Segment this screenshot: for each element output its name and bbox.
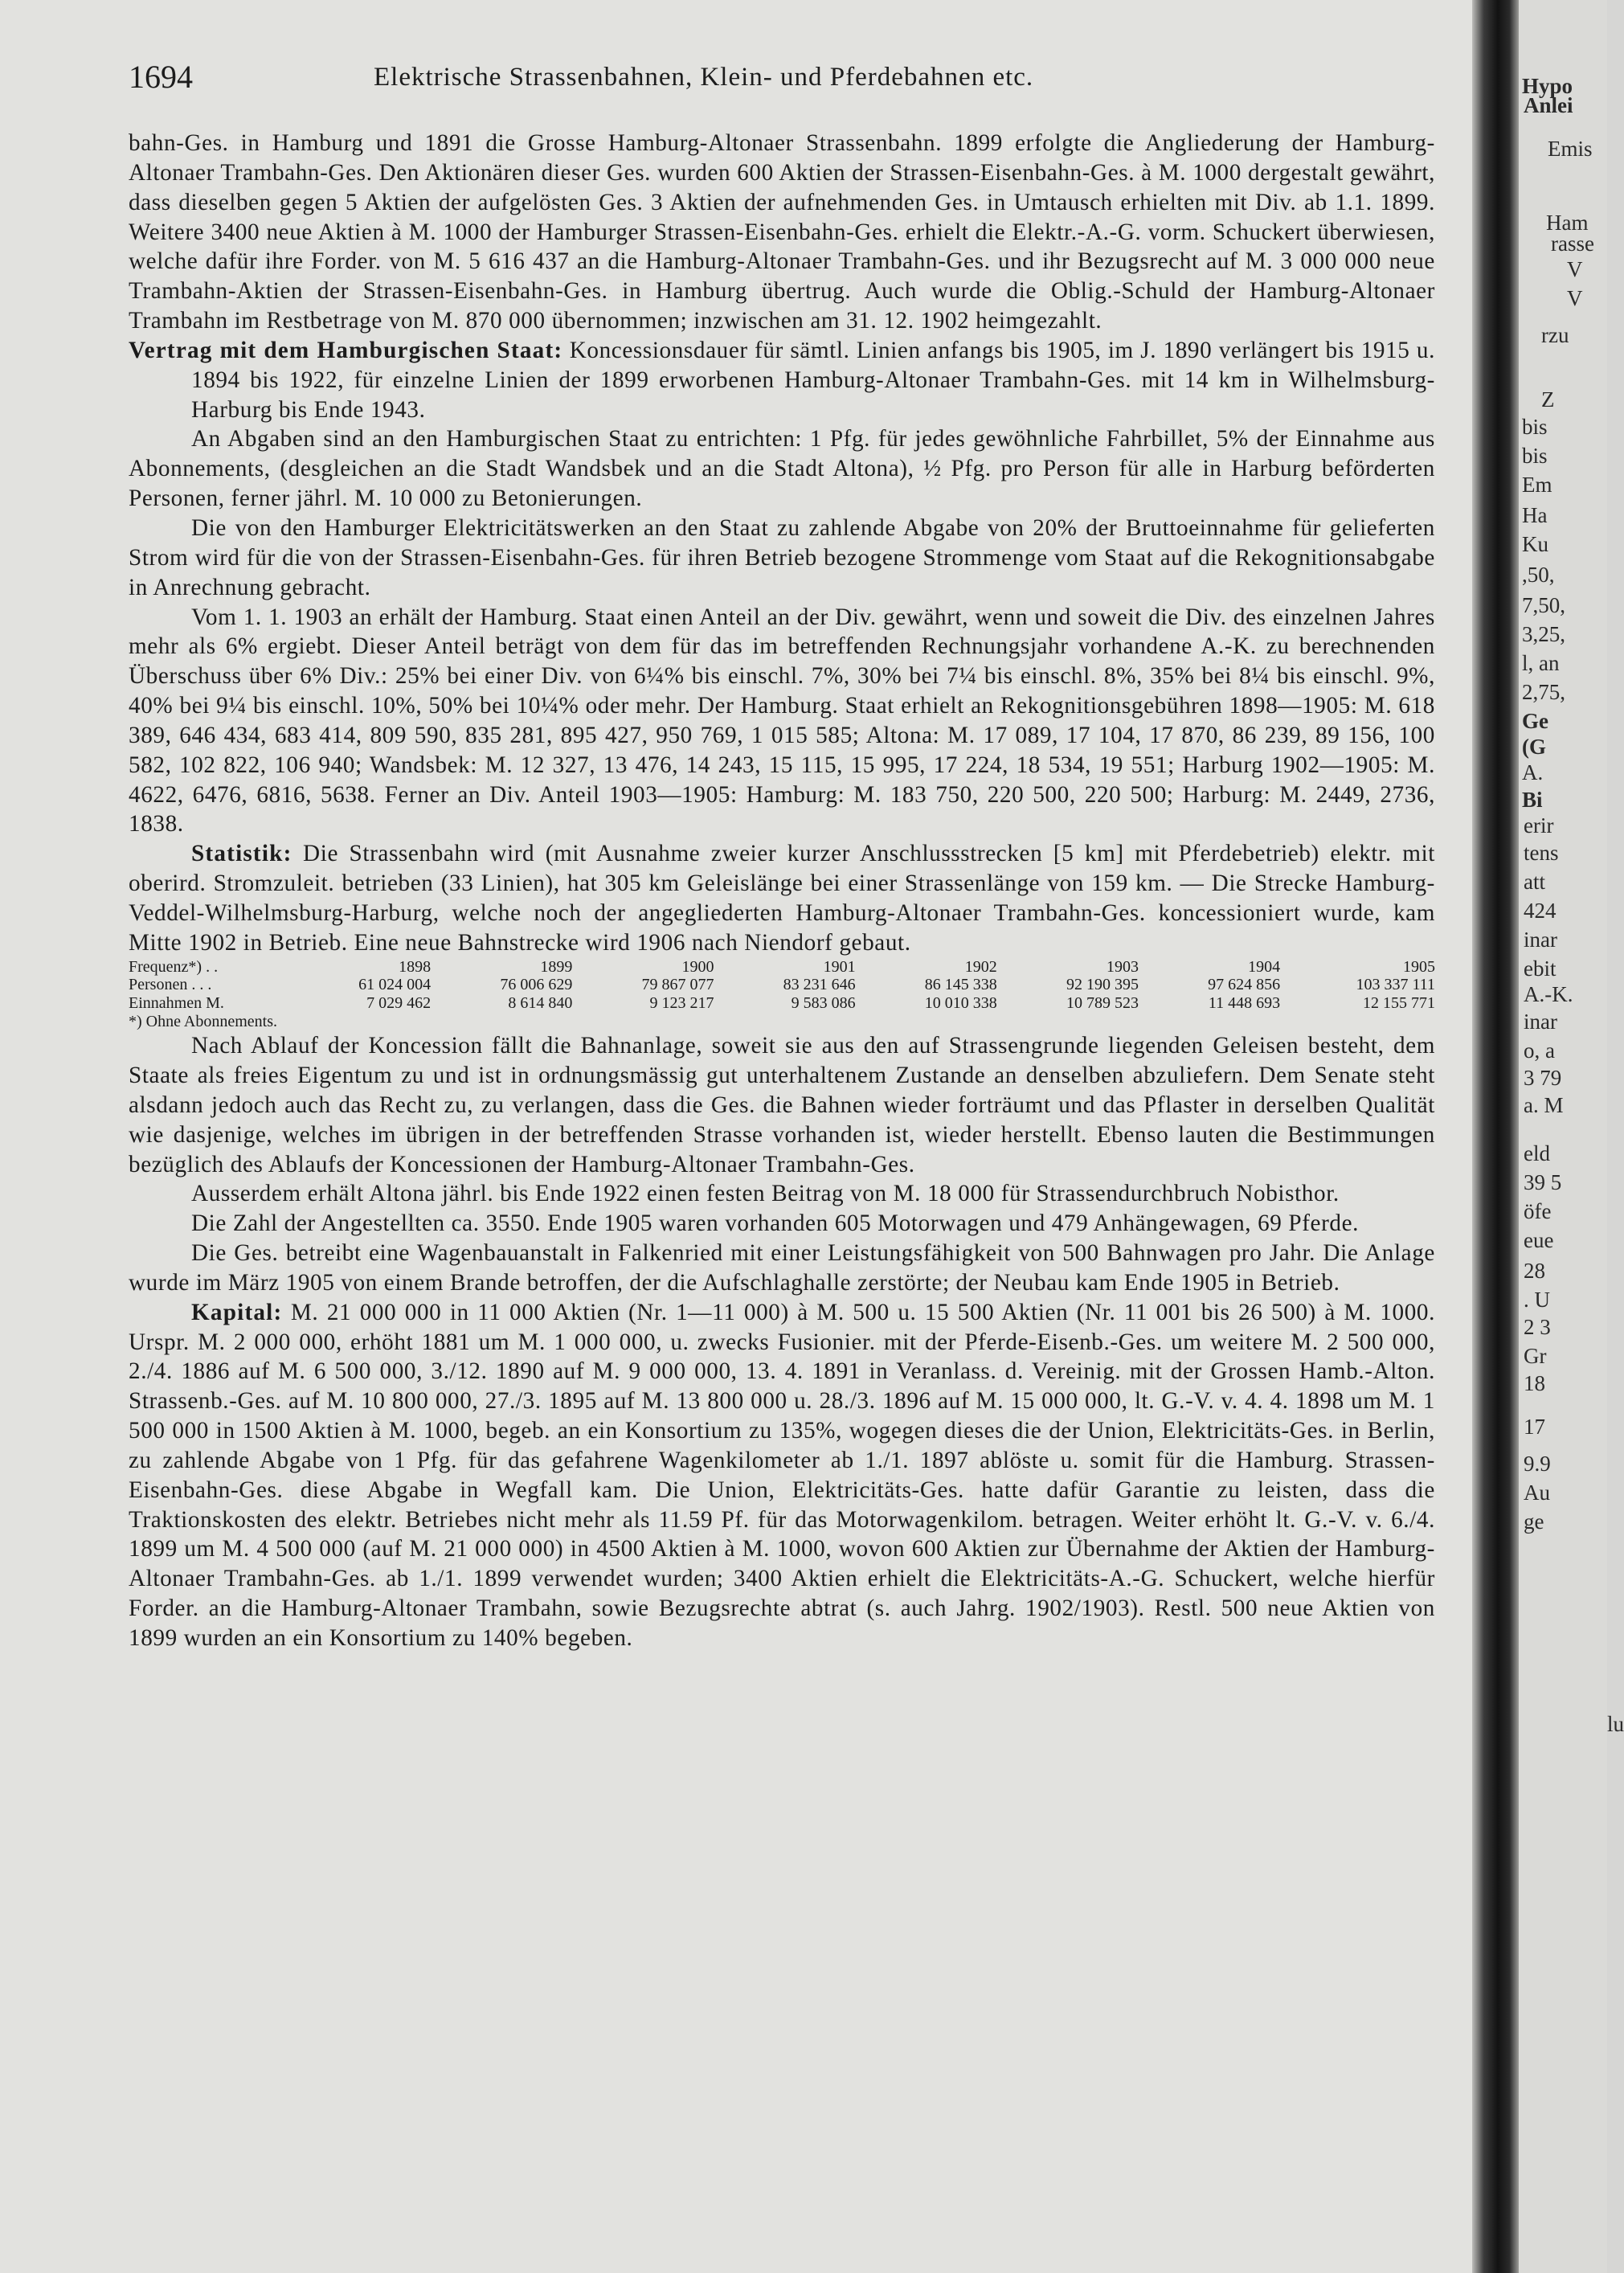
adjacent-page-fragment: a. M — [1524, 1093, 1564, 1117]
adjacent-page-fragment: 2,75, — [1522, 680, 1565, 704]
table-cell: 61 024 004 — [358, 976, 432, 994]
adjacent-page-fragment: öfe — [1524, 1199, 1552, 1223]
paragraph-text: Die Strassenbahn wird (mit Ausnahme zweier kurzer Anschlussstrecken [5 km] mit Pferdebetrieb) elektr. mit oberird. Stromzuleit. betrieben (33 Linien), hat 305 km Geleislänge bei einer Strassenlänge von 159 km. — Die Strecke Hamburg-Veddel-Wilhelmsburg-Harburg, welche noch der angegliederten Hamburg-Altonaer Trambahn-Ges. koncessioniert wurde, kam Mitte 1902 in Betrieb. Eine neue Bahnstrecke wird 1906 nach Niendorf gebaut. — [129, 841, 1435, 956]
adjacent-page-fragment: att — [1524, 870, 1545, 894]
paragraph-kapital — [129, 1298, 1435, 1653]
adjacent-page-fragment: ebit — [1524, 956, 1557, 981]
adjacent-page-fragment: 39 5 — [1524, 1170, 1562, 1194]
adjacent-page-fragment: 3,25, — [1522, 622, 1565, 646]
adjacent-page-fragment: Ham — [1546, 211, 1589, 235]
table-cell: 79 867 077 — [641, 976, 714, 994]
table-cell: 8 614 840 — [508, 993, 573, 1012]
table-cell: 76 006 629 — [500, 976, 573, 994]
table-cell: 92 190 395 — [1066, 976, 1139, 994]
adjacent-page-fragment: bis — [1522, 415, 1548, 439]
adjacent-page-fragment: inar — [1524, 928, 1557, 952]
paragraph-text: Die von den Hamburger Elektricitätswerken an den Staat zu zahlende Abgabe von 20% der Bruttoeinnahme für gelieferten Strom wird für die von der Strassen-Eisenbahn-Ges. für ihren Betrieb bezogene Strommenge vom Staat auf die Rekognitionsabgabe in Anrechnung gebracht. — [129, 514, 1435, 600]
adjacent-page-fragment: 17 — [1524, 1415, 1545, 1439]
row-label: Personen . . . — [129, 976, 212, 994]
adjacent-page-fragment: Ku — [1522, 532, 1548, 556]
paragraph-text: Nach Ablauf der Koncession fällt die Bahnanlage, soweit sie aus den auf Strassengrunde liegenden Geleisen besteht, dem Staate als freies Eigentum zu und ist in ordnungsmässig gut unterhaltenem Zustande an denselben abzuliefern. Dem Senate steht alsdann jedoch auch das Recht zu, zu verlangen, dass die Ges. die Bahnen wieder forträumt und das Pflaster in derselben Qualität wie dasjenige, welches im übrigen in der betreffenden Strasse vorhanden ist, wieder herstellt. Ebenso lauten die Bestimmungen bezüglich des Ablaufs der Koncessionen der Hamburg-Altonaer Trambahn-Ges. — [129, 1033, 1435, 1177]
paragraph-vertrag — [129, 336, 1435, 425]
adjacent-page-fragment: 2 3 — [1524, 1315, 1551, 1339]
adjacent-page-fragment: Au — [1524, 1481, 1550, 1505]
table-cell: 1899 — [540, 957, 573, 976]
paragraph — [129, 1239, 1435, 1298]
adjacent-page-fragment: V — [1567, 286, 1583, 310]
adjacent-page-fragment: eue — [1524, 1228, 1554, 1252]
adjacent-page-fragment: 424 — [1524, 899, 1557, 923]
adjacent-page-fragment: Ge — [1522, 709, 1548, 733]
table-cell: 12 155 771 — [1363, 993, 1435, 1012]
page-header — [129, 58, 1430, 98]
paragraph — [129, 129, 1435, 336]
row-label: Einnahmen M. — [129, 993, 224, 1012]
table-header-row — [129, 958, 1435, 977]
paragraph-statistik — [129, 839, 1435, 957]
table-footnote: *) Ohne Abonnements. — [129, 1013, 277, 1031]
paragraph — [129, 1031, 1435, 1179]
adjacent-page-fragment: bis — [1522, 444, 1548, 468]
paragraph — [129, 603, 1435, 840]
adjacent-page-fragment: l, an — [1522, 651, 1560, 675]
table-cell: 10 789 523 — [1066, 993, 1139, 1012]
table-cell: 10 010 338 — [924, 993, 997, 1012]
adjacent-page-fragment: ,50, — [1522, 563, 1555, 587]
paragraph-text: Die Zahl der Angestellten ca. 3550. Ende 1905 waren vorhanden 605 Motorwagen und 479 Anhängewagen, 69 Pferde. — [191, 1210, 1360, 1237]
page-number: 1694 — [129, 59, 193, 95]
paragraph — [129, 424, 1435, 514]
table-cell: 7 029 462 — [366, 993, 432, 1012]
section-keyword: Kapital: — [191, 1299, 283, 1325]
adjacent-page-fragment: (G — [1522, 735, 1546, 759]
paragraph-text: Die Ges. betreibt eine Wagenbauanstalt in Falkenried mit einer Leistungsfähigkeit von 500 Bahnwagen pro Jahr. Die Anlage wurde im März 1905 von einem Brande betroffen, der die Aufschlaghalle zerstörte; der Neubau kam Ende 1905 in Betrieb. — [129, 1240, 1435, 1296]
table-cell: 1904 — [1248, 957, 1281, 976]
table-cell: 9 583 086 — [791, 993, 856, 1012]
adjacent-page-fragment: 7,50, — [1522, 593, 1565, 617]
paragraph — [129, 1209, 1435, 1239]
table-cell: 1903 — [1106, 957, 1139, 976]
adjacent-page-fragment: rzu — [1541, 323, 1569, 347]
adjacent-page-fragment: o, a — [1524, 1038, 1555, 1063]
adjacent-page-fragment: inar — [1524, 1010, 1557, 1034]
adjacent-page-fragment: Bi — [1522, 788, 1543, 812]
adjacent-page-fragment: 28 — [1524, 1259, 1545, 1283]
table-cell: 1905 — [1403, 957, 1435, 976]
table-row — [129, 994, 1435, 1013]
adjacent-page-fragment: ge — [1524, 1509, 1544, 1534]
adjacent-page-fragment: Ha — [1522, 503, 1548, 527]
table-cell: 83 231 646 — [783, 976, 856, 994]
adjacent-page-fragment: Z — [1541, 387, 1555, 412]
adjacent-page-fragment: 9.9 — [1524, 1452, 1551, 1476]
main-text — [129, 129, 1435, 1653]
adjacent-page-fragment: A.-K. — [1524, 982, 1573, 1006]
table-cell: 11 448 693 — [1208, 993, 1281, 1012]
section-keyword: Statistik: — [191, 841, 292, 867]
adjacent-page-fragment: . U — [1524, 1288, 1550, 1312]
book-gutter — [1472, 0, 1519, 2273]
adjacent-page-fragment: eld — [1524, 1141, 1550, 1165]
adjacent-page-fragment: Em — [1522, 473, 1552, 497]
adjacent-page-fragment: 18 — [1524, 1371, 1545, 1395]
adjacent-page-fragment: tens — [1524, 841, 1559, 865]
table-row — [129, 976, 1435, 994]
paragraph-text: Koncessionsdauer für sämtl. Linien anfangs bis 1905, im J. 1890 verlängert bis 1915 u. 1894 bis 1922, für einzelne Linien der 1899 erworbenen Hamburg-Altonaer Trambahn-Ges. mit 14 km in Wilhelmsburg-Harburg bis Ende 1943. — [191, 337, 1435, 423]
adjacent-page-fragment: Gr — [1524, 1344, 1547, 1368]
adjacent-page-fragment: Anlei — [1524, 93, 1573, 117]
paragraph-text: bahn-Ges. in Hamburg und 1891 die Grosse Hamburg-Altonaer Strassenbahn. 1899 erfolgte die Angliederung der Hamburg-Altonaer Trambahn-Ges. Den Aktionären dieser Ges. wurden 600 Aktien der Strassen-Eisenbahn-Ges. à M. 1000 dergestalt gewährt, dass dieselben gegen 5 Aktien der aufgelösten Ges. 3 Aktien der aufnehmenden Ges. in Umtausch erhielten mit Div. ab 1.1. 1899. Weitere 3400 neue Aktien à M. 1000 der Hamburger Strassen-Eisenbahn-Ges. erhielt die Elektr.-A.-G. vorm. Schuckert überwiesen, welche dafür ihre Forder. von M. 5 616 437 an die Hamburg-Altonaer Trambahn-Ges. und ihr Bezugsrecht auf M. 3 000 000 neue Trambahn-Aktien der Strassen-Eisenbahn-Ges. in Hamburg übertrug. Auch wurde die Oblig.-Schuld der Hamburg-Altonaer Trambahn im Restbetrage von M. 870 000 übernommen; inzwischen am 31. 12. 1902 heimgezahlt. — [129, 130, 1435, 334]
table-cell: 1901 — [823, 957, 856, 976]
paragraph-text: Ausserdem erhält Altona jährl. bis Ende 1922 einen festen Beitrag von M. 18 000 für Strassendurchbruch Nobisthor. — [191, 1181, 1340, 1207]
paragraph — [129, 1179, 1435, 1209]
table-cell: 86 145 338 — [924, 976, 997, 994]
row-label: Frequenz*) . . — [129, 957, 219, 976]
adjacent-page-fragment: Emis — [1548, 137, 1593, 161]
adjacent-page-fragment: rasse — [1551, 231, 1594, 256]
adjacent-page-fragment: Hypo — [1522, 74, 1573, 98]
paragraph-text: Vom 1. 1. 1903 an erhält der Hamburg. Staat einen Anteil an der Div. gewährt, wenn und soweit die Div. des einzelnen Jahres mehr als 6% ergiebt. Dieser Anteil beträgt von dem für das im betreffenden Rechnungsjahr vorhandene A.-K. zu berechnenden Überschuss über 6% Div.: 25% bei einer Div. von 6¼% bis einschl. 7%, 30% bei 7¼ bis einschl. 8%, 35% bei 8¼ bis einschl. 9%, 40% bei 9¼ bis einschl. 10%, 50% bei 10¼% oder mehr. Der Hamburg. Staat erhielt an Rekognitionsgebühren 1898—1905: M. 618 389, 646 434, 683 414, 809 590, 835 281, 895 427, 950 769, 1 015 585; Altona: M. 17 089, 17 104, 17 870, 86 239, 89 156, 100 582, 102 822, 106 940; Wandsbek: M. 12 327, 13 476, 14 243, 15 115, 15 995, 17 224, 18 534, 19 551; Harburg 1902—1905: M. 4622, 6476, 6816, 5638. Ferner an Div. Anteil 1903—1905: Hamburg: M. 183 750, 220 500, 220 500; Harburg: M. 2449, 2736, 1838. — [129, 604, 1435, 838]
frequency-table — [129, 958, 1435, 1013]
adjacent-page-fragment: 3 79 — [1524, 1066, 1562, 1090]
section-keyword: Vertrag mit dem Hamburgischen Staat: — [129, 337, 563, 363]
running-head: Elektrische Strassenbahnen, Klein- und Pferdebahnen etc. — [374, 63, 1034, 92]
table-cell: 9 123 217 — [649, 993, 714, 1012]
adjacent-page-fragment: V — [1567, 257, 1583, 281]
adjacent-page-fragment: lu — [1607, 1712, 1624, 1736]
paragraph-text: M. 21 000 000 in 11 000 Aktien (Nr. 1—11 000) à M. 500 u. 15 500 Aktien (Nr. 11 001 bis 26 500) à M. 1000. Urspr. M. 2 000 000, erhöht 1881 um M. 1 000 000, u. zwecks Fusionier. mit der Pferde-Eisenb.-Ges. um weitere M. 2 500 000, 2./4. 1886 auf M. 6 500 000, 3./12. 1890 auf M. 9 000 000, 13. 4. 1891 in Veranlass. d. Vereinig. mit der Grossen Hamb.-Alton. Strassenb.-Ges. auf M. 10 800 000, 27./3. 1895 auf M. 13 800 000 u. 28./3. 1896 auf M. 15 000 000, lt. G.-V. v. 4. 4. 1898 um M. 1 500 000 in 1500 Aktien à M. 1000, begeb. an ein Konsortium zu 135%, wogegen dieses die der Union, Elektricitäts-Ges. in Berlin, zu zahlende Abgabe von 1 Pfg. für das gefahrene Wagenkilometer ab 1./1. 1897 ablöste u. somit für die Hamburg. Strassen-Eisenbahn-Ges. diese Abgabe in Wegfall kam. Die Union, Elektricitäts-Ges. hatte dafür Garantie zu leisten, dass die Traktionskosten des elektr. Betriebes nicht mehr als 11.59 Pf. für das Motorwagenkilom. betragen. Weiter erhöht lt. G.-V. v. 6./4. 1899 um M. 4 500 000 (auf M. 21 000 000) in 4500 Aktien à M. 1000, wovon 600 Aktien zur Übernahme der Aktien der Hamburg-Altonaer Trambahn-Ges. ab 1./1. 1899 verwendet wurden; 3400 Aktien erhielt die Elektricitäts-A.-G. Schuckert, welche hierfür Forder. an die Hamburg-Altonaer Trambahn, sowie Bezugsrechte abtrat (s. auch Jahrg. 1902/1903). Restl. 500 neue Aktien von 1899 wurden an ein Konsortium zu 140% begeben. — [129, 1299, 1435, 1651]
adjacent-page-fragment: erir — [1524, 813, 1554, 838]
adjacent-page-edge — [1519, 0, 1624, 2273]
table-cell: 1898 — [399, 957, 432, 976]
table-cell: 97 624 856 — [1208, 976, 1281, 994]
paragraph — [129, 514, 1435, 603]
paragraph-text: An Abgaben sind an den Hamburgischen Staat zu entrichten: 1 Pfg. für jedes gewöhnliche Fahrbillet, 5% der Einnahme aus Abonnements, (desgleichen an die Stadt Wandsbek und an die Stadt Altona), ½ Pfg. pro Person für alle in Harburg beförderten Personen, ferner jährl. M. 10 000 zu Betonierungen. — [129, 426, 1435, 512]
table-cell: 103 337 111 — [1356, 976, 1435, 994]
table-cell: 1900 — [681, 957, 714, 976]
table-cell: 1902 — [964, 957, 997, 976]
adjacent-page-fragment: A. — [1522, 760, 1544, 784]
